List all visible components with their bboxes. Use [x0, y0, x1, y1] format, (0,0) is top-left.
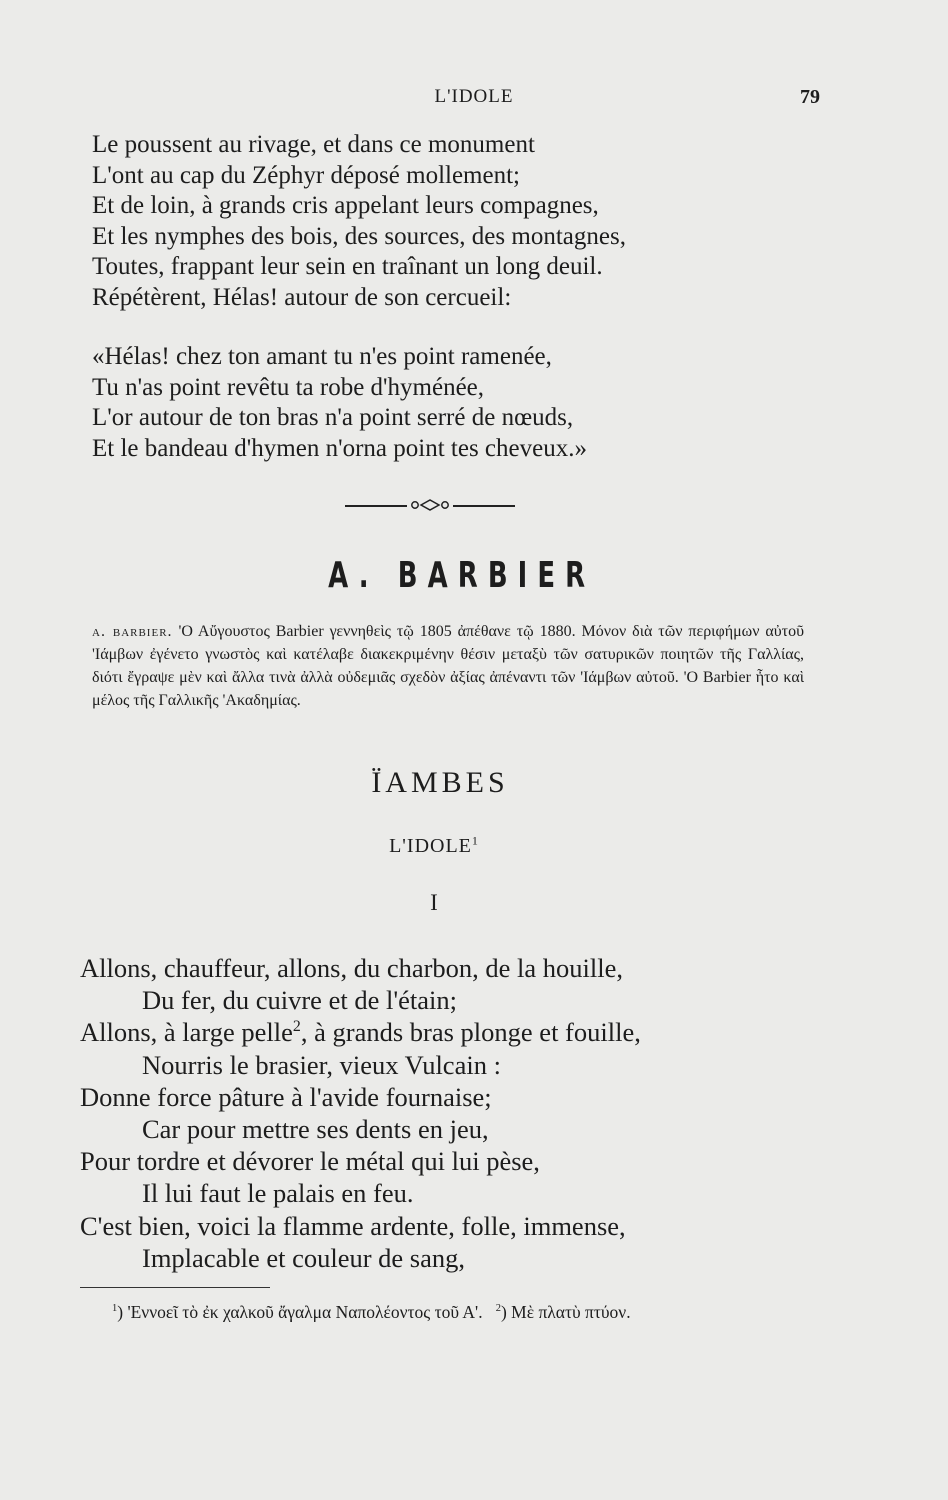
- verse-line: Tu n'as point revêtu ta robe d'hyménée,: [92, 373, 485, 401]
- verse-line: Et de loin, à grands cris appelant leurs compagnes,: [92, 192, 599, 219]
- poem-line: Du fer, du cuivre et de l'étain;: [142, 985, 457, 1016]
- verse-line: L'ont au cap du Zéphyr déposé mollement;: [92, 161, 520, 189]
- verse-line: Et le bandeau d'hymen n'orna point tes cheveux.»: [92, 434, 587, 462]
- footnote-ref: 1: [471, 833, 479, 848]
- running-head: L'IDOLE: [434, 86, 514, 107]
- author-heading: A. BARBIER: [328, 555, 596, 596]
- author-biography: [92, 620, 804, 712]
- ornament-divider: [345, 496, 515, 516]
- bio-author-name: a. barbier.: [92, 623, 173, 640]
- poem-line: Pour tordre et dévorer le métal qui lui pèse,: [80, 1146, 540, 1177]
- footnote-rule: [80, 1287, 270, 1288]
- verse-line: Toutes, frappant leur sein en traînant un long deuil.: [92, 253, 603, 280]
- footnote-mark: 1: [112, 1303, 118, 1315]
- verse-block-1: [92, 130, 626, 313]
- poem-line: Implacable et couleur de sang,: [142, 1242, 466, 1273]
- verse-line: «Hélas! chez ton amant tu n'es point ramenée,: [92, 343, 552, 370]
- poem-body: [80, 952, 641, 1274]
- poem-line: C'est bien, voici la flamme ardente, folle, immense,: [80, 1210, 626, 1241]
- poem-line-part: , à grands bras plonge et fouille,: [300, 1017, 641, 1048]
- footnote-1: ) 'Εννοεῖ τὸ ἐκ χαλκοῦ ἄγαλμα Ναπολέοντος τοῦ Α'.: [117, 1302, 483, 1322]
- verse-line: Le poussent au rivage, et dans ce monument: [92, 131, 535, 158]
- section-title: ÏAMBES: [371, 766, 509, 799]
- poem-line: Il lui faut le palais en feu.: [142, 1178, 414, 1209]
- poem-line: Allons, chauffeur, allons, du charbon, de la houille,: [80, 953, 624, 983]
- poem-line: Donne force pâture à l'avide fournaise;: [80, 1081, 492, 1112]
- poem-line: Car pour mettre ses dents en jeu,: [142, 1114, 489, 1145]
- footnote-ref: 2: [292, 1018, 301, 1036]
- verse-line: Répétèrent, Hélas! autour de son cercueil:: [92, 283, 512, 311]
- footnotes: [112, 1302, 631, 1323]
- poem-line-part: Allons, à large pelle: [80, 1017, 293, 1048]
- poem-title-text: L'IDOLE: [389, 835, 472, 857]
- page-number: 79: [800, 86, 820, 108]
- footnote-mark: 2: [495, 1303, 501, 1315]
- poem-line: [80, 1016, 641, 1048]
- poem-line: Nourris le brasier, vieux Vulcain :: [142, 1049, 501, 1080]
- poem-title: [0, 835, 868, 858]
- verse-block-2: [92, 342, 587, 464]
- bio-text: 'Ο Αὔγουστος Barbier γεννηθεὶς τῷ 1805 ἀπέθανε τῷ 1880. Μόνον διὰ τῶν περιφήμων αὐτοῦ 'Ιάμβων ἐγένετο γνωστὸς καὶ κατέλαβε διακεκριμένην θέσιν μεταξὺ τῶν σατυρικῶν ποιητῶν τῆς Γαλλίας, διότι ἔγραψε μὲν καὶ ἄλλα τινὰ ἀλλὰ οὐδεμιᾶς σχεδὸν ἀξίας ἀπέναντι τῶν 'Ιάμβων αὐτοῦ. 'Ο Barbier ἦτο καὶ μέλος τῆς Γαλλικῆς 'Ακαδημίας.: [92, 623, 805, 709]
- footnote-2: ) Μὲ πλατὺ πτύον.: [500, 1302, 631, 1322]
- verse-line: L'or autour de ton bras n'a point serré de nœuds,: [92, 404, 574, 431]
- verse-line: Et les nymphes des bois, des sources, des montagnes,: [92, 222, 626, 250]
- part-number: I: [430, 890, 438, 915]
